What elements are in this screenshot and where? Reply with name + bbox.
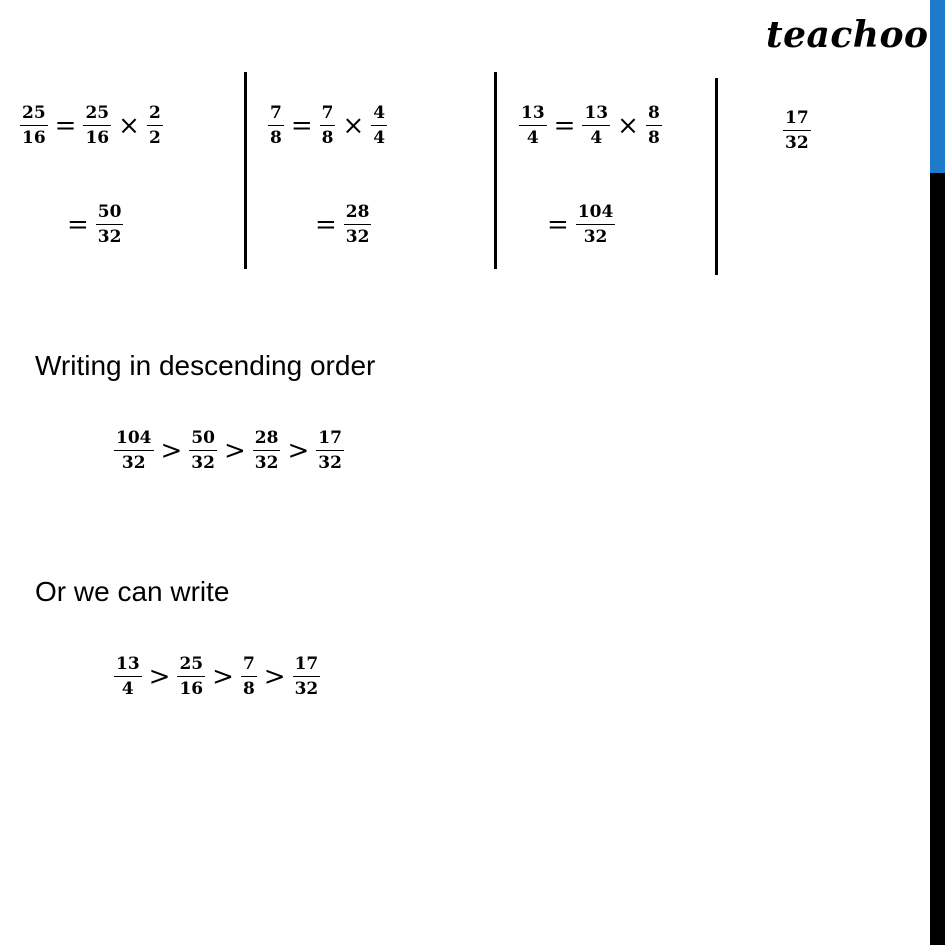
equals-sign: = — [54, 110, 77, 141]
equals-sign: = — [290, 110, 313, 141]
times-sign: × — [342, 110, 365, 141]
fraction: $\frac{17}{32}$ — [294, 654, 319, 700]
fraction: $\frac{104}{32}$ — [577, 202, 614, 248]
conversion-1-equation — [18, 103, 165, 148]
fraction: $\frac{25}{16}$ — [179, 654, 204, 700]
greater-than-sign: > — [287, 435, 310, 466]
equals-sign: = — [315, 209, 337, 240]
greater-than-sign: > — [148, 661, 171, 692]
conversion-2-result — [310, 202, 373, 247]
teachoo-logo: teachoo — [766, 14, 929, 56]
conversion-3-equation — [517, 103, 664, 148]
fraction: $\frac{17}{32}$ — [785, 108, 809, 154]
fraction: $\frac{7}{8}$ — [242, 654, 255, 700]
fraction: $\frac{7}{8}$ — [321, 103, 334, 149]
descending-order-label: Writing in descending order — [35, 350, 376, 381]
column-divider-2 — [494, 72, 497, 269]
fraction: $\frac{28}{32}$ — [345, 202, 370, 248]
greater-than-sign: > — [212, 661, 234, 692]
fraction: $\frac{4}{4}$ — [373, 103, 386, 149]
fraction: $\frac{2}{2}$ — [148, 103, 161, 149]
fraction: $\frac{8}{8}$ — [647, 103, 660, 149]
fraction: $\frac{25}{16}$ — [22, 103, 46, 149]
fraction: $\frac{50}{32}$ — [97, 202, 122, 248]
column-divider-3 — [715, 78, 718, 275]
right-sidebar — [930, 0, 945, 945]
fraction: $\frac{25}{16}$ — [85, 103, 110, 149]
alternate-order-expression — [112, 654, 322, 699]
greater-than-sign: > — [263, 661, 286, 692]
column-divider-1 — [244, 72, 247, 269]
greater-than-sign: > — [223, 435, 246, 466]
greater-than-sign: > — [160, 435, 183, 466]
conversion-4-fraction — [781, 108, 813, 153]
times-sign: × — [118, 110, 140, 141]
fraction: $\frac{17}{32}$ — [318, 428, 342, 474]
fraction: $\frac{104}{32}$ — [116, 428, 152, 474]
equals-sign: = — [553, 110, 576, 141]
fraction: $\frac{50}{32}$ — [191, 428, 215, 474]
conversion-3-result — [542, 202, 617, 247]
fraction: $\frac{7}{8}$ — [270, 103, 282, 149]
conversion-2-equation — [266, 103, 389, 148]
equals-sign: = — [547, 209, 569, 240]
fraction: $\frac{13}{4}$ — [521, 103, 545, 149]
descending-order-expression — [112, 428, 346, 473]
sidebar-accent — [930, 0, 945, 173]
fraction: $\frac{28}{32}$ — [254, 428, 279, 474]
times-sign: × — [617, 110, 639, 141]
alternate-order-label: Or we can write — [35, 576, 230, 607]
equals-sign: = — [67, 209, 89, 240]
conversion-1-result — [62, 202, 125, 247]
fraction: $\frac{13}{4}$ — [116, 654, 140, 700]
fraction: $\frac{13}{4}$ — [584, 103, 609, 149]
